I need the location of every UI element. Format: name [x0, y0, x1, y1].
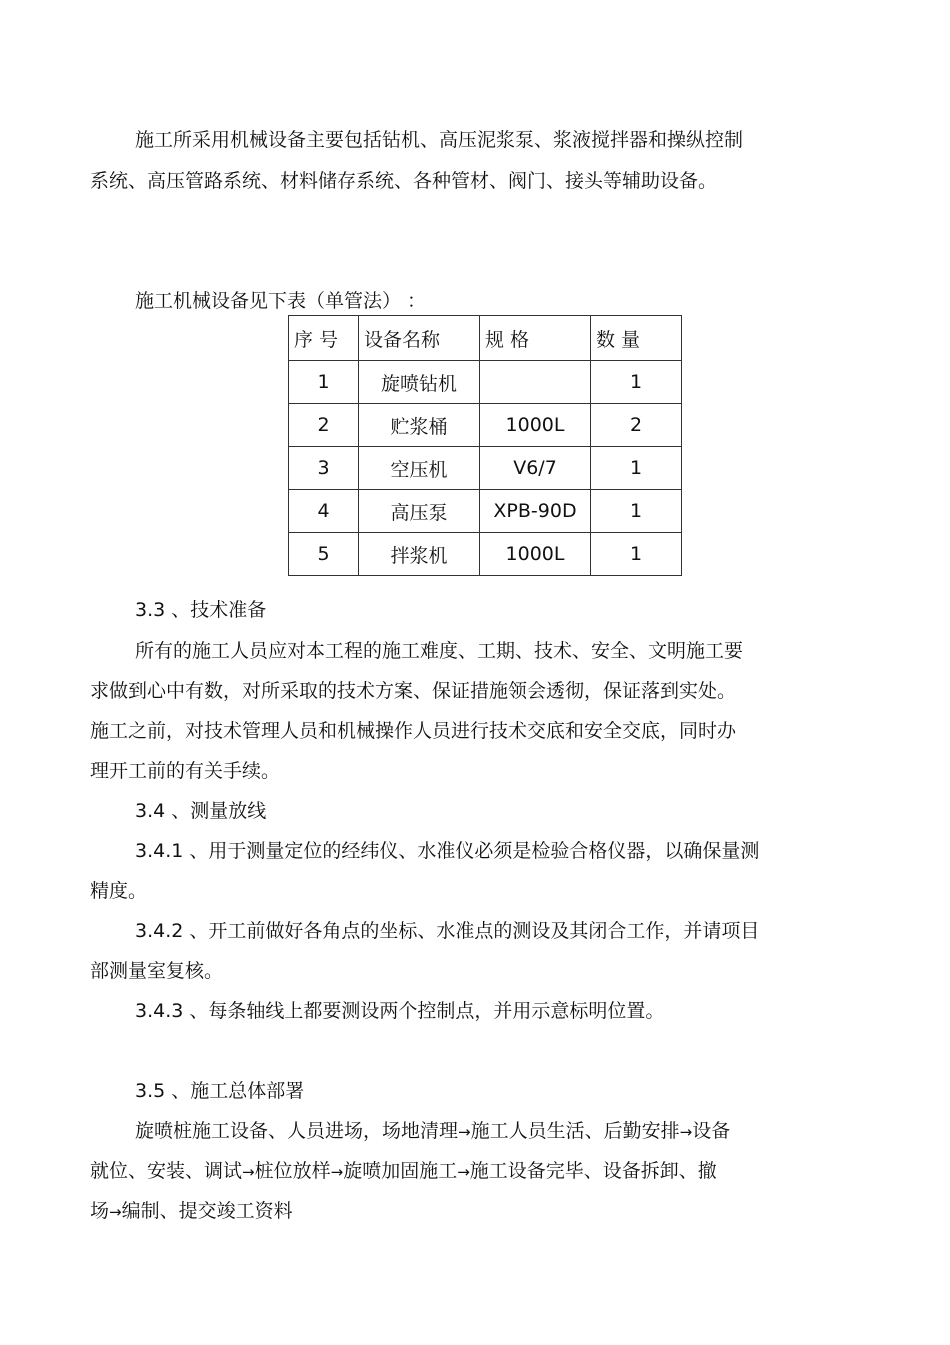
- cell-qty: 1: [591, 361, 682, 404]
- right-arrow-icon: →: [679, 1123, 693, 1141]
- cell-no: 1: [289, 361, 359, 404]
- s35-flow-line-1: [135, 1119, 730, 1144]
- flow-step-entry: 旋喷桩施工设备、人员进场，场地清理: [135, 1120, 459, 1142]
- s35-flow-line-2: [90, 1159, 717, 1184]
- section-3-5-heading: 3.5 、施工总体部署: [135, 1080, 305, 1102]
- table-row: [289, 404, 682, 447]
- s34-item-3-line-1: 3.4.3 、每条轴线上都要测设两个控制点，并用示意标明位置。: [135, 1000, 665, 1022]
- cell-no: 5: [289, 533, 359, 576]
- flow-step-install: 就位、安装、调试: [90, 1160, 243, 1182]
- s33-paragraph-1-line-1: 所有的施工人员应对本工程的施工难度、工期、技术、安全、文明施工要: [135, 640, 744, 662]
- intro-line-2: 系统、高压管路系统、材料储存系统、各种管材、阀门、接头等辅助设备。: [90, 170, 718, 192]
- header-no: 序 号: [289, 316, 359, 361]
- cell-name: 空压机: [359, 447, 480, 490]
- cell-spec: [480, 361, 591, 404]
- intro-line-1: 施工所采用机械设备主要包括钻机、高压泥浆泵、浆液搅拌器和操纵控制: [135, 129, 744, 151]
- cell-qty: 1: [591, 447, 682, 490]
- cell-name: 高压泵: [359, 490, 480, 533]
- right-arrow-icon: →: [330, 1163, 344, 1181]
- s33-paragraph-2-line-1: 施工之前，对技术管理人员和机械操作人员进行技术交底和安全交底，同时办: [90, 720, 737, 742]
- table-caption: 施工机械设备见下表（单管法） ：: [135, 290, 427, 312]
- cell-spec: V6/7: [480, 447, 591, 490]
- flow-step-equipment: 设备: [692, 1120, 731, 1142]
- s33-paragraph-1-line-2: 求做到心中有数，对所采取的技术方案、保证措施领会透彻，保证落到实处。: [90, 680, 737, 702]
- cell-name: 旋喷钻机: [359, 361, 480, 404]
- cell-spec: 1000L: [480, 404, 591, 447]
- section-3-4-heading: 3.4 、测量放线: [135, 800, 267, 822]
- right-arrow-icon: →: [458, 1123, 471, 1141]
- header-name: 设备名称: [359, 316, 480, 361]
- right-arrow-icon: →: [457, 1163, 470, 1181]
- flow-step-staff-logistics: 施工人员生活、后勤安排: [470, 1120, 680, 1142]
- table-row: [289, 447, 682, 490]
- flow-step-dismantle: 施工设备完毕、设备拆卸、撤: [469, 1160, 717, 1182]
- cell-name: 拌浆机: [359, 533, 480, 576]
- header-qty: 数 量: [591, 316, 682, 361]
- s34-item-1-line-1: 3.4.1 、用于测量定位的经纬仪、水准仪必须是检验合格仪器，以确保量测: [135, 840, 760, 862]
- section-3-3-heading: 3.3 、技术准备: [135, 599, 267, 621]
- cell-name: 贮浆桶: [359, 404, 480, 447]
- flow-step-documents: 编制、提交竣工资料: [121, 1200, 293, 1222]
- equipment-table: [288, 315, 682, 576]
- s34-item-2-line-2: 部测量室复核。: [90, 960, 224, 982]
- header-spec: 规 格: [480, 316, 591, 361]
- flow-step-site: 场: [90, 1200, 110, 1222]
- cell-no: 3: [289, 447, 359, 490]
- cell-qty: 2: [591, 404, 682, 447]
- s33-paragraph-2-line-2: 理开工前的有关手续。: [90, 760, 281, 782]
- flow-step-pile-layout: 桩位放样: [254, 1160, 331, 1182]
- flow-step-jet-grouting: 旋喷加固施工: [343, 1160, 458, 1182]
- cell-no: 2: [289, 404, 359, 447]
- table-row: [289, 533, 682, 576]
- cell-spec: XPB-90D: [480, 490, 591, 533]
- right-arrow-icon: →: [242, 1163, 255, 1181]
- cell-spec: 1000L: [480, 533, 591, 576]
- cell-qty: 1: [591, 533, 682, 576]
- right-arrow-icon: →: [109, 1203, 122, 1221]
- s34-item-1-line-2: 精度。: [90, 880, 148, 902]
- s34-item-2-line-1: 3.4.2 、开工前做好各角点的坐标、水准点的测设及其闭合工作，并请项目: [135, 920, 760, 942]
- s35-flow-line-3: [90, 1199, 293, 1224]
- table-row: [289, 361, 682, 404]
- cell-no: 4: [289, 490, 359, 533]
- table-row: [289, 490, 682, 533]
- table-header-row: [289, 316, 682, 361]
- cell-qty: 1: [591, 490, 682, 533]
